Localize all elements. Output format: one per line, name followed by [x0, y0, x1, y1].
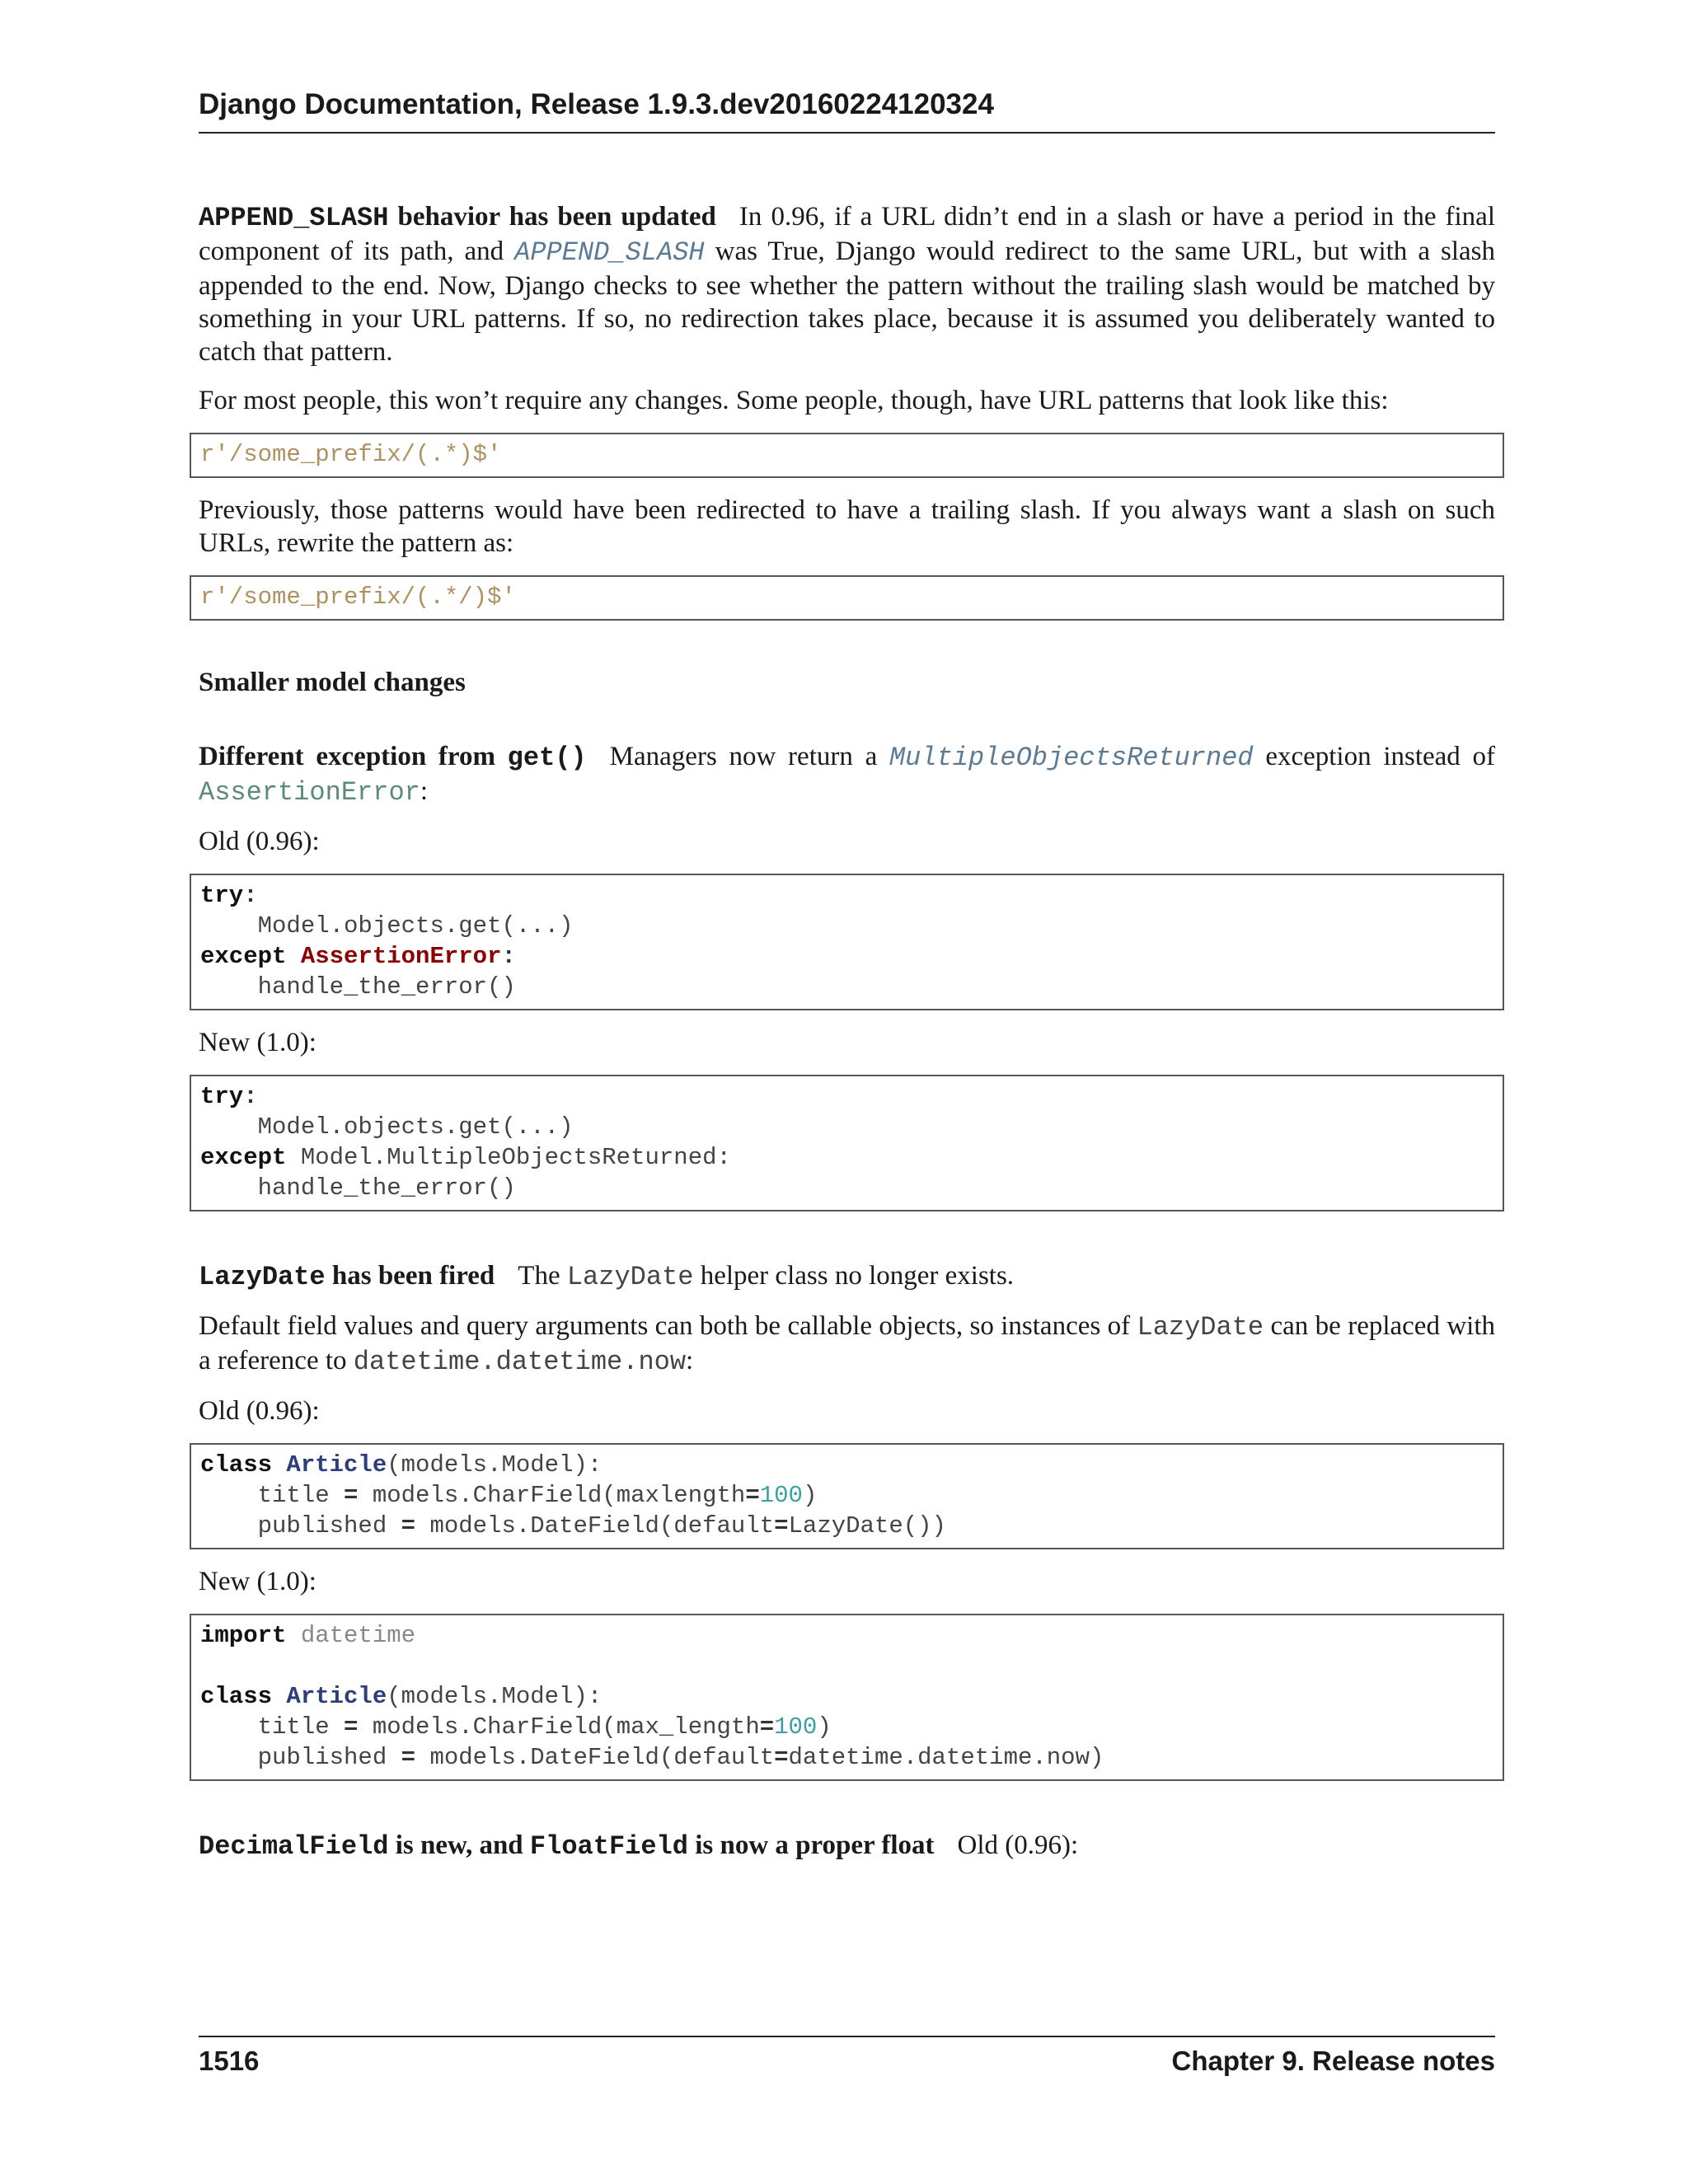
lazydate-literal: LazyDate — [566, 1262, 694, 1292]
callable-defaults-paragraph: Default field values and query arguments can both be callable objects, so instances of LazyDate can be replaced with a reference to datetime.datetime.now: — [199, 1311, 1495, 1377]
code-line: title = models.CharField(maxlength=100) — [200, 1482, 818, 1509]
decimalfield-heading: DecimalField is new, and FloatField is now a proper float — [199, 1830, 935, 1862]
code-line: Model.objects.get(...) — [200, 1113, 574, 1141]
get-exception-heading: Different exception from get() — [199, 742, 587, 773]
code-line: try: — [200, 1083, 258, 1110]
old-label: Old (0.96): — [199, 1396, 320, 1426]
append-slash-setting-link[interactable]: APPEND_SLASH — [514, 237, 705, 268]
code-line: r'/some_prefix/(.*)$' — [200, 441, 502, 468]
append-slash-paragraph: APPEND_SLASH behavior has been updated In 0.96, if a URL didn’t end in a slash or have a period in the final component of its path, and APPEND_SLASH was True, Django would redirect to the same URL, but with a slash appended to the end. Now, Django checks to see whether the pattern without the trailing slash would be matched by something in your URL patterns. If so, no redirection takes place, because it is assumed you deliberately wanted to catch that pattern. — [199, 202, 1495, 367]
code-line: except Model.MultipleObjectsReturned: — [200, 1144, 731, 1171]
code-block-old-get — [190, 874, 1504, 1010]
code-line: title = models.CharField(max_length=100) — [200, 1713, 832, 1741]
lazydate-heading: LazyDate has been fired — [199, 1261, 495, 1292]
code-block-new-article — [190, 1614, 1504, 1781]
code-line: Model.objects.get(...) — [200, 912, 574, 940]
code-block-new-get — [190, 1075, 1504, 1212]
code-line: except AssertionError: — [200, 943, 516, 970]
get-exception-paragraph: Different exception from get() Managers now return a MultipleObjectsReturned exception instead of AssertionError: — [199, 742, 1496, 808]
append-slash-heading-code: APPEND_SLASH — [199, 203, 389, 233]
chapter-title: Chapter 9. Release notes — [1171, 2046, 1495, 2076]
code-block-old-pattern — [190, 433, 1504, 478]
code-block-new-pattern — [190, 575, 1504, 621]
code-line: import datetime — [200, 1622, 416, 1649]
decimalfield-paragraph: DecimalField is new, and FloatField is now a proper float Old (0.96): — [199, 1830, 1079, 1862]
new-label: New (1.0): — [199, 1028, 316, 1057]
page-number: 1516 — [199, 2046, 260, 2076]
lazydate-literal: LazyDate — [1137, 1312, 1264, 1343]
url-patterns-paragraph: For most people, this won’t require any changes. Some people, though, have URL patterns that look like this: — [199, 386, 1389, 415]
code-line: published = models.DateField(default=datetime.datetime.now) — [200, 1744, 1104, 1771]
running-footer — [199, 2036, 1495, 2082]
datetime-now-literal: datetime.datetime.now — [353, 1347, 687, 1377]
old-label: Old (0.96): — [199, 827, 320, 856]
code-line: class Article(models.Model): — [200, 1451, 603, 1479]
code-line-blank — [200, 1651, 1493, 1681]
append-slash-heading: APPEND_SLASH behavior has been updated — [199, 202, 716, 233]
code-line: class Article(models.Model): — [200, 1683, 603, 1710]
code-line: handle_the_error() — [200, 973, 516, 1001]
smaller-model-changes-heading: Smaller model changes — [199, 668, 466, 697]
assertion-error-link[interactable]: AssertionError — [199, 777, 420, 808]
code-line: try: — [200, 882, 258, 909]
code-line: handle_the_error() — [200, 1174, 516, 1202]
header-title: Django Documentation, Release 1.9.3.dev20160224120324 — [199, 88, 994, 120]
page-content — [199, 200, 1495, 1879]
lazydate-paragraph: LazyDate has been fired The LazyDate helper class no longer exists. — [199, 1261, 1015, 1292]
code-block-old-article — [190, 1443, 1504, 1549]
previously-paragraph: Previously, those patterns would have been redirected to have a trailing slash. If you always want a slash on such URLs, rewrite the pattern as: — [199, 495, 1495, 558]
code-line: r'/some_prefix/(.*/)$' — [200, 583, 516, 611]
lazydate-heading-code: LazyDate — [199, 1262, 326, 1292]
multiple-objects-returned-link[interactable]: MultipleObjectsReturned — [889, 743, 1254, 773]
code-line: published = models.DateField(default=LazyDate()) — [200, 1512, 946, 1540]
get-heading-code: get() — [507, 743, 587, 773]
new-label: New (1.0): — [199, 1567, 316, 1596]
running-header — [199, 88, 1495, 134]
